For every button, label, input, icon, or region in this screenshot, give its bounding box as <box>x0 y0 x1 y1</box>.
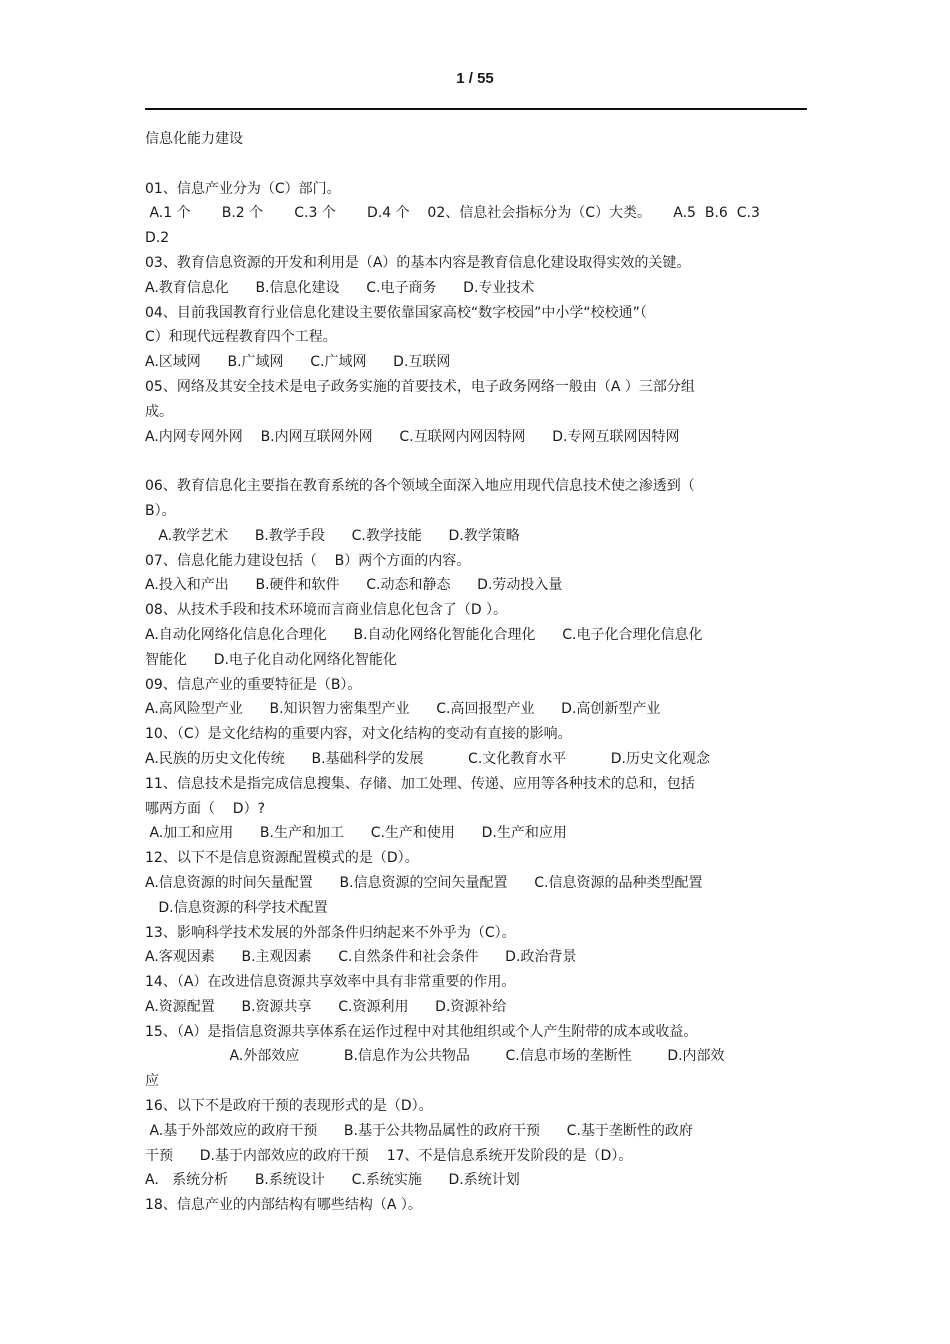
text-line: A.自动化网络化信息化合理化 B.自动化网络化智能化合理化 C.电子化合理化信息化 <box>145 626 703 643</box>
text-line: 05、网络及其安全技术是电子政务实施的首要技术，电子政务网络一般由（A ）三部分组 <box>145 378 695 395</box>
text-line: A.资源配置 B.资源共享 C.资源利用 D.资源补给 <box>145 998 507 1015</box>
text-line: A.基于外部效应的政府干预 B.基于公共物品属性的政府干预 C.基于垄断性的政府 <box>145 1122 693 1139</box>
text-line: A.客观因素 B.主观因素 C.自然条件和社会条件 D.政治背景 <box>145 949 577 966</box>
text-line: A.教育信息化 B.信息化建设 C.电子商务 D.专业技术 <box>145 279 535 296</box>
text-line: 04、目前我国教育行业信息化建设主要依靠国家高校“数字校园”中小学“校校通”（ <box>145 304 647 321</box>
text-line: 13、影响科学技术发展的外部条件归纳起来不外乎为（C）。 <box>145 924 516 941</box>
text-line: 哪两方面（ D）? <box>145 800 266 817</box>
text-line: A. 系统分析 B.系统设计 C.系统实施 D.系统计划 <box>145 1172 520 1189</box>
text-line: 12、以下不是信息资源配置模式的是（D）。 <box>145 850 419 867</box>
text-line: 15、（A）是指信息资源共享体系在运作过程中对其他组织或个人产生附带的成本或收益。 <box>145 1023 698 1040</box>
text-line: A.投入和产出 B.硬件和软件 C.动态和静态 D.劳动投入量 <box>145 577 563 594</box>
text-line: B）。 <box>145 502 176 519</box>
text-line: C）和现代远程教育四个工程。 <box>145 329 337 346</box>
text-line: 干预 D.基于内部效应的政府干预 17、不是信息系统开发阶段的是（D）。 <box>145 1147 633 1164</box>
text-line: 14、（A）在改进信息资源共享效率中具有非常重要的作用。 <box>145 974 516 991</box>
text-line: A.加工和应用 B.生产和加工 C.生产和使用 D.生产和应用 <box>145 825 567 842</box>
text-line: A.教学艺术 B.教学手段 C.教学技能 D.教学策略 <box>145 527 520 544</box>
text-line: A.区域网 B.广域网 C.广域网 D.互联网 <box>145 354 451 371</box>
text-line: D.信息资源的科学技术配置 <box>145 899 328 916</box>
text-line: 01、信息产业分为（C）部门。 <box>145 180 341 197</box>
text-line: A.信息资源的时间矢量配置 B.信息资源的空间矢量配置 C.信息资源的品种类型配置 <box>145 874 703 891</box>
text-line: 18、信息产业的内部结构有哪些结构（A ）。 <box>145 1197 422 1214</box>
text-line: 16、以下不是政府干预的表现形式的是（D）。 <box>145 1098 433 1115</box>
document-body <box>145 127 810 1218</box>
text-line: A.1 个 B.2 个 C.3 个 D.4 个 02、信息社会指标分为（C）大类。 A.5 B.6 C.3 <box>145 205 760 222</box>
text-line: 10、（C）是文化结构的重要内容，对文化结构的变动有直接的影响。 <box>145 726 572 743</box>
text-line: 03、教育信息资源的开发和利用是（A）的基本内容是教育信息化建设取得实效的关键。 <box>145 254 691 271</box>
text-line: A.外部效应 B.信息作为公共物品 C.信息市场的垄断性 D.内部效 <box>145 1048 725 1065</box>
text-line: 11、信息技术是指完成信息搜集、存储、加工处理、传递、应用等各种技术的总和，包括 <box>145 775 695 792</box>
text-line: 07、信息化能力建设包括（ B）两个方面的内容。 <box>145 552 471 569</box>
spacer <box>145 152 810 177</box>
text-line: 06、教育信息化主要指在教育系统的各个领域全面深入地应用现代信息技术使之渗透到（ <box>145 478 695 495</box>
text-line: 智能化 D.电子化自动化网络化智能化 <box>145 651 397 668</box>
text-line <box>145 449 810 474</box>
text-line: 09、信息产业的重要特征是（B）。 <box>145 676 362 693</box>
text-line: A.民族的历史文化传统 B.基础科学的发展 C.文化教育水平 D.历史文化观念 <box>145 750 710 767</box>
page-number: 1 / 55 <box>456 70 494 87</box>
text-line: 08、从技术手段和技术环境而言商业信息化包含了（D ）。 <box>145 602 508 619</box>
text-line: D.2 <box>145 230 170 247</box>
question-list <box>145 177 810 1218</box>
header-rule <box>145 108 807 110</box>
document-title: 信息化能力建设 <box>145 131 243 147</box>
text-line: 成。 <box>145 403 173 420</box>
text-line: A.内网专网外网 B.内网互联网外网 C.互联网内网因特网 D.专网互联网因特网 <box>145 428 680 445</box>
text-line: A.高风险型产业 B.知识智力密集型产业 C.高回报型产业 D.高创新型产业 <box>145 701 661 718</box>
text-line: 应 <box>145 1073 159 1090</box>
